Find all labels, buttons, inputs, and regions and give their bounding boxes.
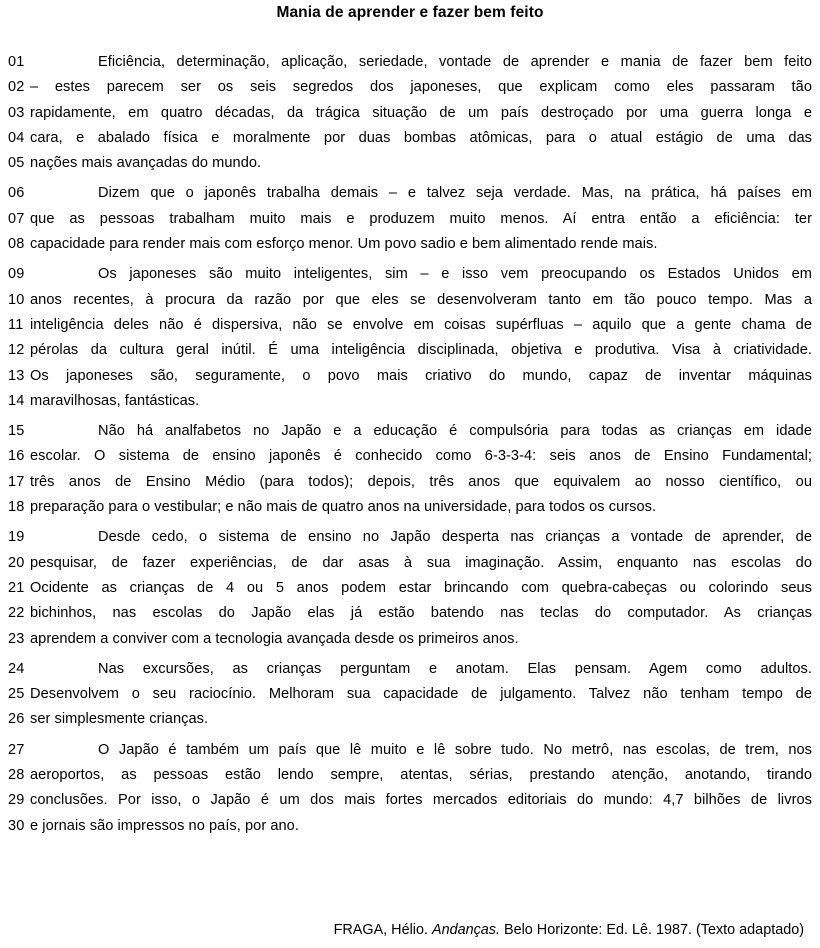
line-number: 01 bbox=[8, 54, 25, 70]
line-text: três anos de Ensino Médio (para todos); depois, três anos que equivalem ao nosso científico, ou bbox=[30, 473, 812, 490]
line-text: pesquisar, de fazer experiências, de dar asas à sua imaginação. Assim, enquanto nas escolas do bbox=[30, 554, 812, 571]
line-number: 16 bbox=[8, 448, 25, 465]
text-line bbox=[0, 525, 820, 550]
line-text: capacidade para render mais com esforço menor. Um povo sadio e bem alimentado rende mais. bbox=[30, 236, 658, 253]
attribution-work-title: Andanças. bbox=[431, 922, 500, 938]
text-line bbox=[0, 682, 820, 707]
text-line bbox=[0, 313, 820, 338]
paragraph bbox=[0, 181, 820, 257]
attribution-author: FRAGA, Hélio. bbox=[333, 922, 432, 938]
source-attribution bbox=[0, 922, 812, 938]
paragraph bbox=[0, 657, 820, 733]
text-line bbox=[0, 551, 820, 576]
line-text: O Japão é também um país que lê muito e lê sobre tudo. No metrô, nas escolas, de trem, nos bbox=[98, 741, 812, 758]
line-number: 10 bbox=[8, 291, 25, 308]
line-number: 17 bbox=[8, 473, 25, 490]
text-line bbox=[0, 389, 820, 414]
line-number: 12 bbox=[8, 342, 25, 359]
line-text: inteligência deles não é dispersiva, não se envolve em coisas supérfluas – aquilo que a gente chama de bbox=[30, 316, 812, 333]
text-line bbox=[0, 627, 820, 652]
paragraph bbox=[0, 262, 820, 414]
line-text: Nas excursões, as crianças perguntam e anotam. Elas pensam. Agem como adultos. bbox=[98, 660, 812, 677]
line-number: 25 bbox=[8, 686, 25, 703]
line-text: Desde cedo, o sistema de ensino no Japão desperta nas crianças a vontade de aprender, de bbox=[98, 529, 812, 546]
line-number: 04 bbox=[8, 129, 25, 146]
text-line bbox=[0, 50, 820, 75]
line-text: aprendem a conviver com a tecnologia avançada desde os primeiros anos. bbox=[30, 630, 519, 647]
text-line bbox=[0, 738, 820, 763]
line-text: cara, e abalado física e moralmente por duas bombas atômicas, para o atual estágio de uma das bbox=[30, 129, 812, 146]
text-line bbox=[0, 101, 820, 126]
text-line bbox=[0, 338, 820, 363]
text-line bbox=[0, 814, 820, 839]
line-text: Eficiência, determinação, aplicação, seriedade, vontade de aprender e mania de fazer bem feito bbox=[98, 54, 812, 70]
text-line bbox=[0, 126, 820, 151]
line-number: 15 bbox=[8, 423, 25, 440]
line-number: 26 bbox=[8, 711, 25, 728]
line-number: 22 bbox=[8, 605, 25, 622]
text-line bbox=[0, 576, 820, 601]
line-number: 14 bbox=[8, 392, 25, 409]
paragraph bbox=[0, 419, 820, 520]
line-number: 02 bbox=[8, 79, 25, 96]
line-text: nações mais avançadas do mundo. bbox=[30, 155, 262, 172]
text-line bbox=[0, 788, 820, 813]
text-line bbox=[0, 288, 820, 313]
line-number: 05 bbox=[8, 155, 25, 172]
line-text: ser simplesmente crianças. bbox=[30, 711, 209, 728]
text-line bbox=[0, 444, 820, 469]
page-title: Mania de aprender e fazer bem feito bbox=[276, 4, 544, 21]
article-body bbox=[0, 50, 820, 839]
text-line bbox=[0, 495, 820, 520]
attribution-publication: Belo Horizonte: Ed. Lê. 1987. (Texto adaptado) bbox=[500, 922, 804, 938]
text-line bbox=[0, 75, 820, 100]
text-line bbox=[0, 419, 820, 444]
line-text: anos recentes, à procura da razão por que eles se desenvolveram tanto em tão pouco tempo. Mas a bbox=[30, 291, 812, 308]
line-text: preparação para o vestibular; e não mais de quatro anos na universidade, para todos os cursos. bbox=[30, 499, 657, 516]
line-number: 19 bbox=[8, 529, 25, 546]
text-line bbox=[0, 207, 820, 232]
line-number: 11 bbox=[8, 316, 24, 333]
text-line bbox=[0, 262, 820, 287]
line-text: Os japoneses são muito inteligentes, sim – e isso vem preocupando os Estados Unidos em bbox=[98, 266, 812, 283]
paragraph bbox=[0, 738, 820, 839]
line-number: 07 bbox=[8, 210, 25, 227]
line-number: 21 bbox=[8, 579, 25, 596]
text-line bbox=[0, 232, 820, 257]
line-text: conclusões. Por isso, o Japão é um dos mais fortes mercados editoriais do mundo: 4,7 bilhões de livros bbox=[30, 792, 812, 809]
line-number: 20 bbox=[8, 554, 25, 571]
line-text: Não há analfabetos no Japão e a educação é compulsória para todas as crianças em idade bbox=[98, 423, 812, 440]
line-number: 09 bbox=[8, 266, 25, 283]
line-text: escolar. O sistema de ensino japonês é conhecido como 6-3-3-4: seis anos de Ensino Fundamental; bbox=[30, 448, 812, 465]
line-number: 27 bbox=[8, 741, 25, 758]
paragraph bbox=[0, 525, 820, 651]
line-number: 24 bbox=[8, 660, 25, 677]
text-line bbox=[0, 657, 820, 682]
line-number: 29 bbox=[8, 792, 25, 809]
line-text: bichinhos, nas escolas do Japão elas já estão batendo nas teclas do computador. As crianças bbox=[30, 605, 812, 622]
line-text: Desenvolvem o seu raciocínio. Melhoram sua capacidade de julgamento. Talvez não tenham tempo de bbox=[30, 686, 812, 703]
line-number: 03 bbox=[8, 104, 25, 121]
text-line bbox=[0, 707, 820, 732]
line-text: – estes parecem ser os seis segredos dos japoneses, que explicam como eles passaram tão bbox=[30, 79, 812, 96]
line-number: 30 bbox=[8, 817, 25, 834]
text-line bbox=[0, 763, 820, 788]
line-number: 13 bbox=[8, 367, 25, 384]
line-number: 23 bbox=[8, 630, 25, 647]
paragraph bbox=[0, 50, 820, 176]
line-number: 18 bbox=[8, 499, 25, 516]
line-number: 06 bbox=[8, 185, 25, 202]
line-text: maravilhosas, fantásticas. bbox=[30, 392, 200, 409]
line-text: aeroportos, as pessoas estão lendo sempre, atentas, sérias, prestando atenção, anotando, tirando bbox=[30, 767, 812, 784]
line-text: que as pessoas trabalham muito mais e produzem muito menos. Aí entra então a eficiência: ter bbox=[30, 210, 812, 227]
text-line bbox=[0, 181, 820, 206]
line-text: pérolas da cultura geral inútil. É uma inteligência disciplinada, objetiva e produtiva. Visa à criatividade. bbox=[30, 342, 812, 359]
line-number: 28 bbox=[8, 767, 25, 784]
line-text: rapidamente, em quatro décadas, da trágica situação de um país destroçado por uma guerra longa e bbox=[30, 104, 812, 121]
line-text: e jornais são impressos no país, por ano. bbox=[30, 817, 299, 834]
line-text: Dizem que o japonês trabalha demais – e talvez seja verdade. Mas, na prática, há países em bbox=[98, 185, 812, 202]
text-line bbox=[0, 470, 820, 495]
line-text: Os japoneses são, seguramente, o povo mais criativo do mundo, capaz de inventar máquinas bbox=[30, 367, 812, 384]
text-line bbox=[0, 151, 820, 176]
text-line bbox=[0, 364, 820, 389]
line-number: 08 bbox=[8, 236, 25, 253]
line-text: Ocidente as crianças de 4 ou 5 anos podem estar brincando com quebra-cabeças ou colorindo seus bbox=[30, 579, 812, 596]
text-line bbox=[0, 601, 820, 626]
